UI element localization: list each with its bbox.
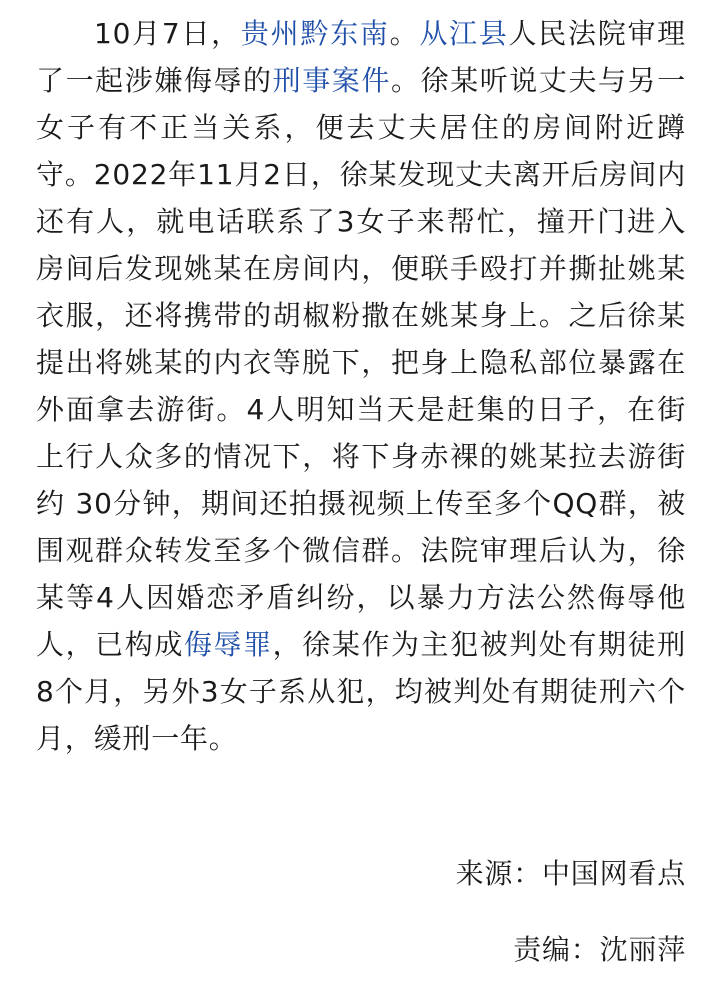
link-criminal-case[interactable]: 刑事案件: [272, 64, 391, 97]
body-text-court: 人民法院审理了一起涉嫌侮辱的: [36, 17, 686, 97]
article-editor: 责编：沈丽萍: [513, 933, 686, 966]
link-guizhou-qiandongnan[interactable]: 贵州黔东南: [240, 17, 390, 50]
article-body: [36, 10, 686, 762]
body-text-verdict: ，徐某作为主犯被判处有期徒刑8个月，另外3女子系从犯，均被判处有期徒刑六个月，缓刑一年。: [36, 628, 686, 755]
body-text-period: 。: [389, 17, 420, 50]
link-congjiang-county[interactable]: 从江县: [419, 17, 509, 50]
body-text-story: 。徐某听说丈夫与另一女子有不正当关系，便去丈夫居住的房间附近蹲守。2022年11月2日，徐某发现丈夫离开后房间内还有人，就电话联系了3女子来帮忙，撞开门进入房间后发现姚某在房间内，便联手殴打并撕扯姚某衣服，还将携带的胡椒粉撒在姚某身上。之后徐某提出将姚某的内衣等脱下，把身上隐私部位暴露在外面拿去游街。4人明知当天是赶集的日子，在街上行人众多的情况下，将下身赤裸的姚某拉去游街约 30分钟，期间还拍摄视频上传至多个QQ群，被围观群众转发至多个微信群。法院审理后认为，徐某等4人因婚恋矛盾纠纷，以暴力方法公然侮辱他人，已构成: [36, 64, 686, 661]
link-insult-crime[interactable]: 侮辱罪: [183, 628, 273, 661]
body-text-date: 10月7日，: [94, 17, 241, 50]
article-source: 来源：中国网看点: [455, 857, 686, 890]
